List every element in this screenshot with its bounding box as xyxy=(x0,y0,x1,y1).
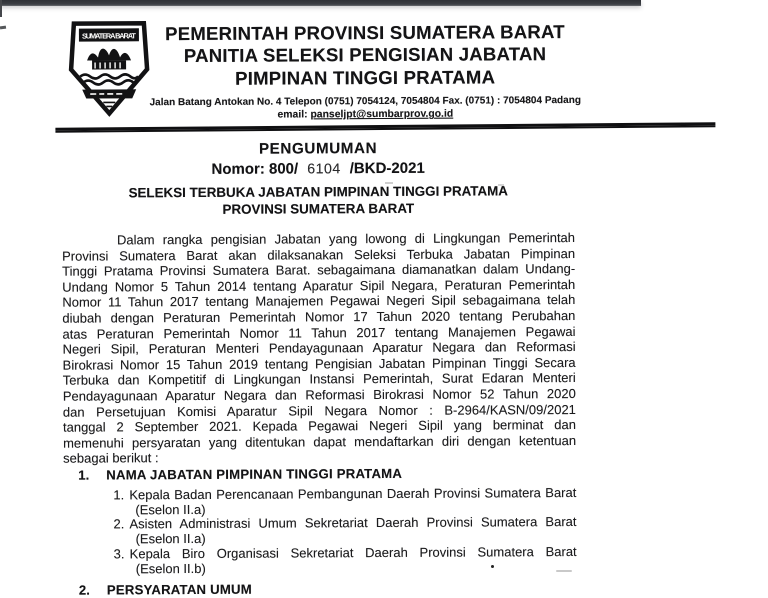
subtitle-line2: PROVINSI SUMATERA BARAT xyxy=(222,200,415,217)
announcement-title: PENGUMUMAN xyxy=(258,140,378,158)
subtitle-line1: SELEKSI TERBUKA JABATAN PIMPINAN TINGGI PRATAMA xyxy=(128,183,508,201)
job-position-list xyxy=(63,486,576,577)
paragraph-line: Negeri Sipil, Peraturan Menteri Pendayagunaan Aparatur Negara dan Reformasi xyxy=(62,339,576,357)
job-item-echelon: (Eselon II.a) xyxy=(135,501,206,518)
org-name-line2: PANITIA SELEKSI PENGISIAN JABATAN xyxy=(183,43,547,67)
paragraph-line: memenuhi persyaratan yang ditentukan dapat mendaftarkan diri dengan ketentuan xyxy=(63,432,577,451)
section-2-number: 2. xyxy=(78,582,90,598)
office-email-line xyxy=(139,108,591,122)
paragraph-line: Dalam rangka pengisian Jabatan yang lowong di Lingkungan Pemerintah xyxy=(116,230,576,248)
paragraph-line: Terbuka dan Kompetitif di Lingkungan Instansi Pemerintah, Surat Edaran Menteri xyxy=(62,370,576,389)
job-item-title: Kepala Badan Perencanaan Pembangunan Daerah Provinsi Sumatera Barat xyxy=(129,484,577,503)
office-address: Jalan Batang Antokan No. 4 Telepon (0751) 7054124, 7054804 Fax. (0751) : 7054804 Padang xyxy=(149,95,581,109)
letterhead-divider xyxy=(55,122,715,133)
opening-paragraph xyxy=(62,230,576,467)
announcement-number xyxy=(62,159,575,179)
section-1-title: NAMA JABATAN PIMPINAN TINGGI PRATAMA xyxy=(106,465,403,483)
paragraph-line: Birokrasi Nomor 15 Tahun 2019 tentang Pengisian Jabatan Pimpinan Tinggi Secara xyxy=(62,354,576,373)
email-address: panseljpt@sumbarprov.go.id xyxy=(310,108,454,121)
job-item-echelon: (Eselon II.a) xyxy=(135,531,206,547)
section-2-title: PERSYARATAN UMUM xyxy=(106,581,252,598)
paragraph-line: Tinggi Pratama Provinsi Sumatera Barat. sebagaimana diamanatkan dalam Undang- xyxy=(62,261,576,279)
job-item xyxy=(63,515,576,547)
job-item-number: 2. xyxy=(113,516,125,532)
job-item-number: 1. xyxy=(113,487,125,503)
email-label: email: xyxy=(277,109,311,121)
announcement-heading xyxy=(61,139,574,179)
number-suffix: /BKD-2021 xyxy=(349,159,425,178)
paragraph-line: dan Persetujuan Komisi Aparatur Sipil Negara Nomor : B-2964/KASN/09/2021 xyxy=(62,401,576,420)
org-name-line3: PIMPINAN TINGGI PRATAMA xyxy=(235,66,496,89)
number-prefix: Nomor: 800/ xyxy=(211,160,299,178)
paragraph-line: Pendayagunaan Aparatur Negara dan Reformasi Birokrasi Nomor 52 Tahun 2020 xyxy=(62,385,576,404)
paragraph-line: sebagai berikut : xyxy=(63,450,159,466)
section-1-number: 1. xyxy=(78,467,90,483)
job-item xyxy=(64,545,577,577)
logo-rumah-gadang-roof xyxy=(87,48,131,60)
job-item-title: Kepala Biro Organisasi Sekretariat Daerah Provinsi Sumatera Barat xyxy=(129,543,577,562)
announcement-subtitle xyxy=(62,183,575,219)
paragraph-line: Undang Nomor 5 Tahun 2014 tentang Aparatur Sipil Negara, Peraturan Pemerintah xyxy=(62,276,576,295)
org-name-line1: PEMERINTAH PROVINSI SUMATERA BARAT xyxy=(165,21,565,45)
paragraph-line: diubah dengan Peraturan Pemerintah Nomor 17 Tahun 2020 tentang Perubahan xyxy=(62,307,576,326)
letterhead xyxy=(139,21,592,123)
number-filled-value: 6104 xyxy=(307,161,341,178)
job-item-number: 3. xyxy=(113,546,125,562)
paragraph-line: Nomor 11 Tahun 2017 tentang Manajemen Pegawai Negeri Sipil sebagaimana telah xyxy=(62,292,576,311)
job-item-title: Asisten Administrasi Umum Sekretariat Daerah Provinsi Sumatera Barat xyxy=(129,514,577,532)
job-item xyxy=(63,486,576,518)
paragraph-line: Provinsi Sumatera Barat akan dilaksanakan Seleksi Terbuka Jabatan Pimpinan xyxy=(62,245,576,264)
paragraph-line: atas Peraturan Pemerintah Nomor 11 Tahun 2017 tentang Manajemen Pegawai xyxy=(62,323,576,342)
section-1-heading xyxy=(63,465,576,483)
logo-banner-text: SUMATERA BARAT xyxy=(81,31,136,41)
section-2-heading xyxy=(64,580,577,598)
job-item-echelon: (Eselon II.b) xyxy=(135,560,206,576)
paragraph-line: tanggal 2 September 2021. Kepada Pegawai Negeri Sipil yang berminat dan xyxy=(62,417,577,435)
